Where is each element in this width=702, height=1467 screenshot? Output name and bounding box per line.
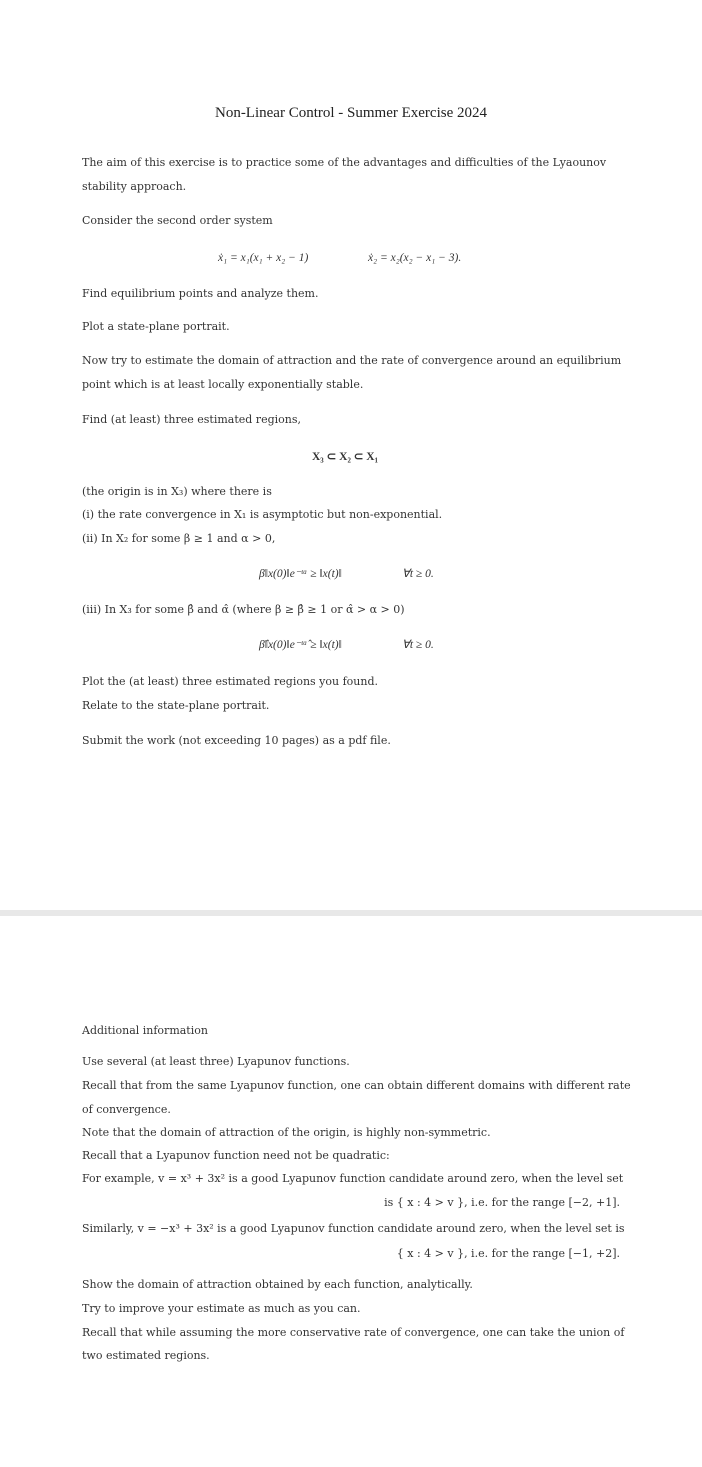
find-regions-text: Find (at least) three estimated regions, [82,413,301,426]
info-example-range: is { x : 4 > v }, i.e. for the range [−2, +1]. [384,1196,620,1209]
equation-ii: β‖x(0)‖e⁻ᵗᵅ ≥ ‖x(t)‖ [259,568,342,580]
info-recall-2: Recall that a Lyapunov function need not be quadratic: [82,1149,390,1162]
info-recall-1: of convergence. [82,1103,171,1116]
info-example: For example, v = x³ + 3x² is a good Lyapunov function candidate around zero, when the level set [82,1172,624,1185]
estimate-text: Now try to estimate the domain of attraction and the rate of convergence around an equilibrium [82,354,622,367]
info-note: Note that the domain of attraction of the origin, is highly non-symmetric. [82,1126,491,1139]
info-try: Try to improve your estimate as much as you can. [82,1302,361,1315]
equation-x2-dot: ẋ₂ = x₂(x₂ − x₁ − 3). [368,252,462,264]
equation-iii-forall: ∀t ≥ 0. [402,639,434,651]
regions-equation: X₃ ⊂ X₂ ⊂ X₁ [312,451,379,463]
estimate-text: point which is at least locally exponentially stable. [82,378,364,391]
page-2 [0,916,702,1467]
info-recall-3: Recall that while assuming the more conservative rate of convergence, one can take the union of [82,1326,625,1339]
item-iii: (iii) In X₃ for some β̂ and α̂ (where β ≥ β̂ ≥ 1 or α̂ > α > 0) [82,603,405,616]
task-portrait: Plot a state-plane portrait. [82,320,230,333]
info-similarly: Similarly, v = −x³ + 3x² is a good Lyapunov function candidate around zero, when the level set is [82,1222,625,1235]
task-equilibrium: Find equilibrium points and analyze them. [82,287,319,300]
intro-text: The aim of this exercise is to practice some of the advantages and difficulties of the Lyaounov [82,156,607,169]
info-recall-1: Recall that from the same Lyapunov function, one can obtain different domains with different rate [82,1079,631,1092]
task-relate: Relate to the state-plane portrait. [82,699,270,712]
info-show: Show the domain of attraction obtained by each function, analytically. [82,1278,473,1291]
origin-text: (the origin is in X₃) where there is [82,485,272,498]
equation-iii: β̂‖x(0)‖e⁻ᵗᵅ̂ ≥ ‖x(t)‖ [259,639,342,651]
item-i: (i) the rate convergence in X₁ is asymptotic but non-exponential. [82,508,443,521]
info-recall-3: two estimated regions. [82,1349,210,1362]
intro-text: stability approach. [82,180,187,193]
info-use-several: Use several (at least three) Lyapunov functions. [82,1055,350,1068]
equation-x1-dot: ẋ₁ = x₁(x₁ + x₂ − 1) [218,252,309,264]
additional-heading: Additional information [82,1024,208,1037]
submit-text: Submit the work (not exceeding 10 pages) as a pdf file. [82,734,391,747]
equation-ii-forall: ∀t ≥ 0. [402,568,434,580]
task-plot-regions: Plot the (at least) three estimated regions you found. [82,675,379,688]
consider-text: Consider the second order system [82,214,273,227]
info-similarly-range: { x : 4 > v }, i.e. for the range [−1, +2]. [396,1247,620,1260]
item-ii: (ii) In X₂ for some β ≥ 1 and α > 0, [82,532,276,545]
document-title: Non-Linear Control - Summer Exercise 2024 [214,105,487,121]
